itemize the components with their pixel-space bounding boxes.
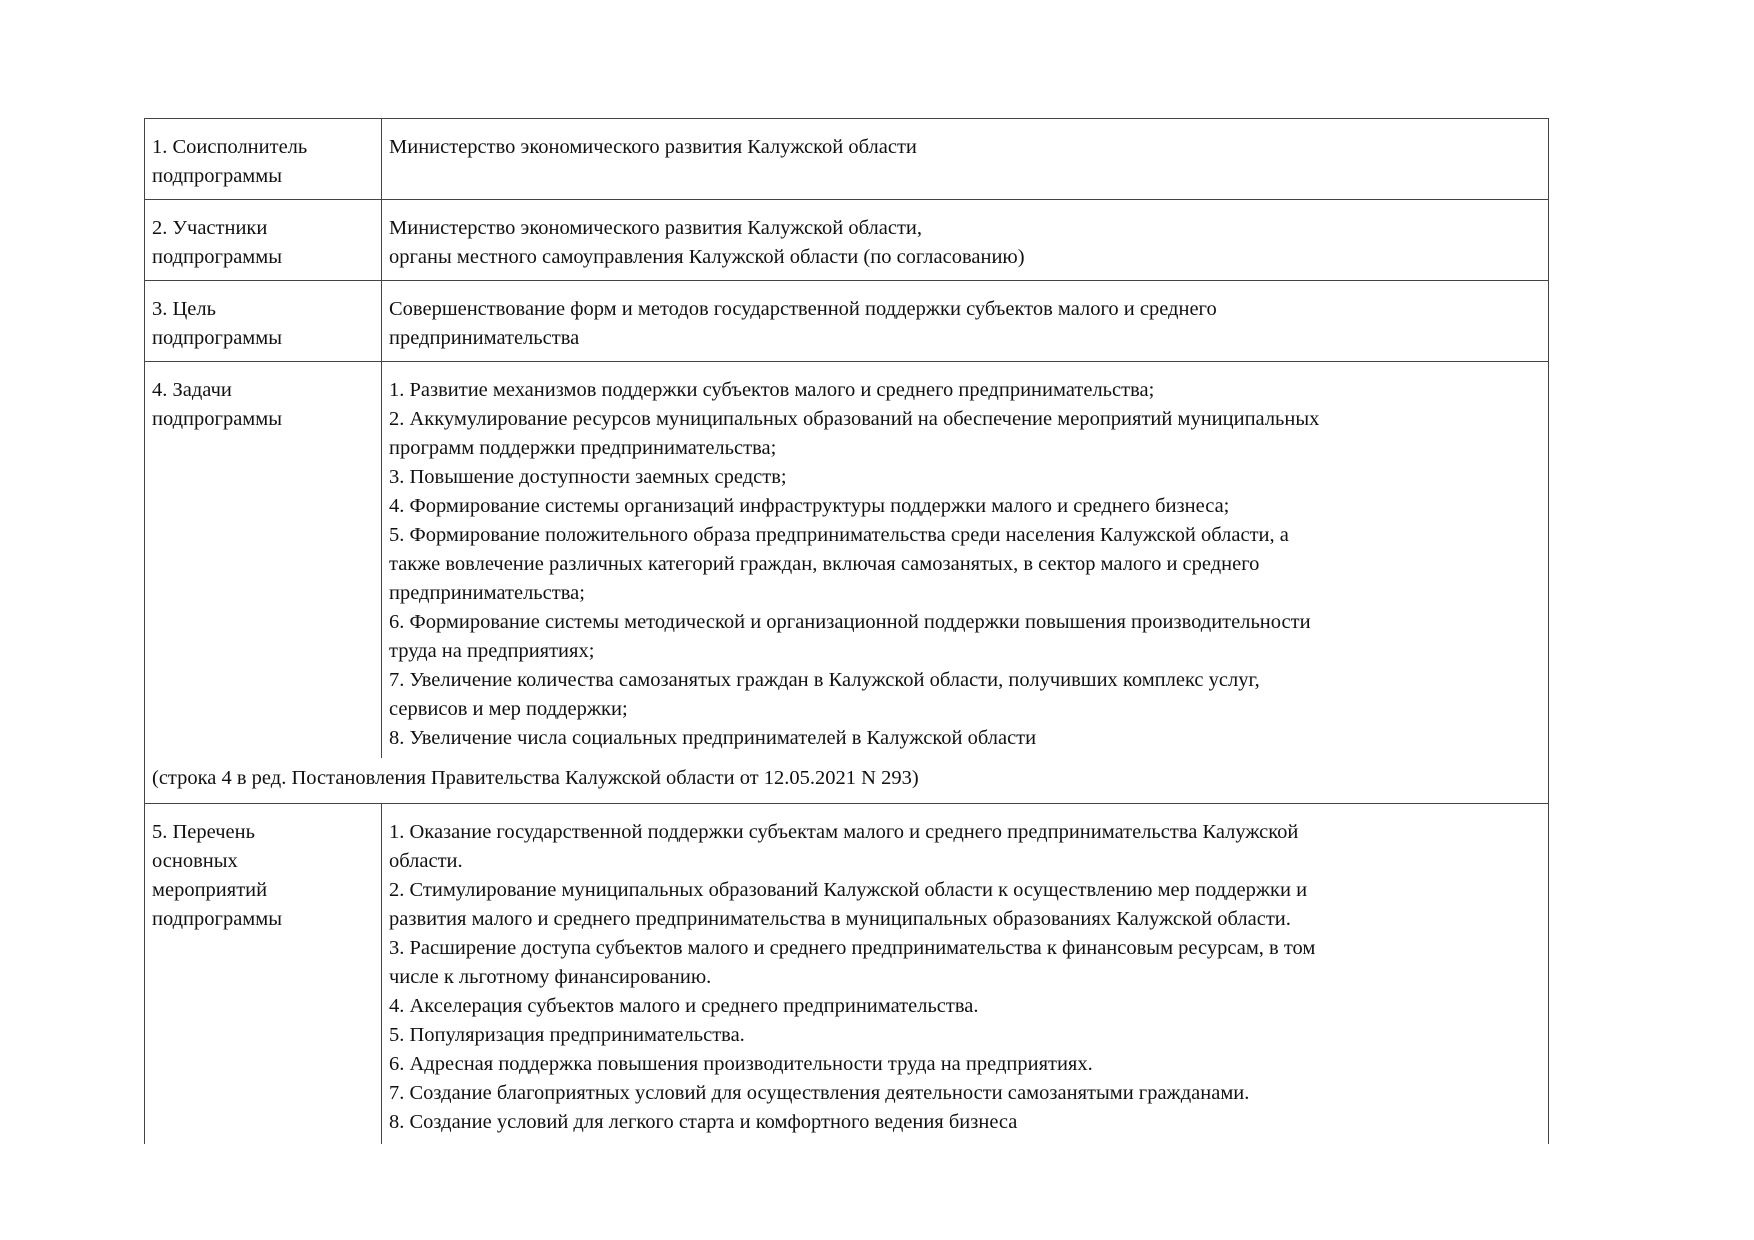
content-line: 2. Аккумулирование ресурсов муниципальных образований на обеспечение мероприятий муниципальных xyxy=(389,408,1320,430)
content-line: 6. Формирование системы методической и организационной поддержки повышения производительности xyxy=(389,611,1311,633)
content-line: 3. Повышение доступности заемных средств; xyxy=(389,466,787,488)
content-line: 3. Расширение доступа субъектов малого и среднего предпринимательства к финансовым ресурсам, в том xyxy=(389,937,1316,959)
content-line: 7. Создание благоприятных условий для осуществления деятельности самозанятыми гражданами. xyxy=(389,1082,1250,1104)
label-line: 3. Цель xyxy=(152,298,216,320)
content-line: органы местного самоуправления Калужской области (по согласованию) xyxy=(389,246,1025,268)
content-line: числе к льготному финансированию. xyxy=(389,966,712,988)
row-content-cell xyxy=(382,119,1548,199)
label-line: подпрограммы xyxy=(152,327,283,349)
row-content-cell xyxy=(382,281,1548,361)
label-line: основных xyxy=(152,850,238,872)
content-line: области. xyxy=(389,850,463,872)
content-line: развития малого и среднего предпринимательства в муниципальных образованиях Калужской области. xyxy=(389,908,1291,930)
row-content-cell xyxy=(382,200,1548,280)
label-line: подпрограммы xyxy=(152,246,283,268)
table-row xyxy=(145,119,1548,200)
row-with-note xyxy=(145,362,1548,804)
amendment-note: (строка 4 в ред. Постановления Правительства Калужской области от 12.05.2021 N 293) xyxy=(152,767,919,789)
table-row xyxy=(145,362,1548,758)
label-line: мероприятий xyxy=(152,879,268,901)
content-line: 8. Создание условий для легкого старта и комфортного ведения бизнеса xyxy=(389,1111,1018,1133)
content-line: сервисов и мер поддержки; xyxy=(389,698,628,720)
content-line: Министерство экономического развития Калужской области, xyxy=(389,217,922,239)
row-label-cell xyxy=(145,804,382,1144)
label-line: 2. Участники xyxy=(152,217,268,239)
label-line: 4. Задачи xyxy=(152,379,232,401)
content-line: 4. Формирование системы организаций инфраструктуры поддержки малого и среднего бизнеса; xyxy=(389,495,1230,517)
content-line: 4. Акселерация субъектов малого и среднего предпринимательства. xyxy=(389,995,979,1017)
content-line: труда на предприятиях; xyxy=(389,640,595,662)
label-line: 1. Соисполнитель xyxy=(152,136,308,158)
content-line: 5. Популяризация предпринимательства. xyxy=(389,1024,745,1046)
row-label-cell xyxy=(145,119,382,199)
row-label-cell xyxy=(145,362,382,758)
content-line: предпринимательства xyxy=(389,327,580,349)
label-line: подпрограммы xyxy=(152,408,283,430)
label-line: подпрограммы xyxy=(152,908,283,930)
label-line: подпрограммы xyxy=(152,165,283,187)
content-line: 1. Развитие механизмов поддержки субъектов малого и среднего предпринимательства; xyxy=(389,379,1155,401)
content-line: 2. Стимулирование муниципальных образований Калужской области к осуществлению мер поддержки и xyxy=(389,879,1308,901)
subprogram-passport-table xyxy=(144,118,1549,1144)
content-line: программ поддержки предпринимательства; xyxy=(389,437,777,459)
table-row xyxy=(145,200,1548,281)
content-line: 1. Оказание государственной поддержки субъектам малого и среднего предпринимательства Калужской xyxy=(389,821,1299,843)
content-line: 8. Увеличение числа социальных предпринимателей в Калужской области xyxy=(389,727,1037,749)
content-line: 6. Адресная поддержка повышения производительности труда на предприятиях. xyxy=(389,1053,1093,1075)
content-line: предпринимательства; xyxy=(389,582,585,604)
content-line: 7. Увеличение количества самозанятых граждан в Калужской области, получивших комплекс услуг, xyxy=(389,669,1260,691)
row-label-cell xyxy=(145,200,382,280)
content-line: Министерство экономического развития Калужской области xyxy=(389,136,917,158)
table-row xyxy=(145,281,1548,362)
row-content-cell xyxy=(382,804,1548,1144)
content-line: 5. Формирование положительного образа предпринимательства среди населения Калужской области, а xyxy=(389,524,1289,546)
row-label-cell xyxy=(145,281,382,361)
content-line: Совершенствование форм и методов государственной поддержки субъектов малого и среднего xyxy=(389,298,1217,320)
label-line: 5. Перечень xyxy=(152,821,255,843)
table-row xyxy=(145,804,1548,1144)
row-content-cell xyxy=(382,362,1548,758)
content-line: также вовлечение различных категорий граждан, включая самозанятых, в сектор малого и среднего xyxy=(389,553,1260,575)
